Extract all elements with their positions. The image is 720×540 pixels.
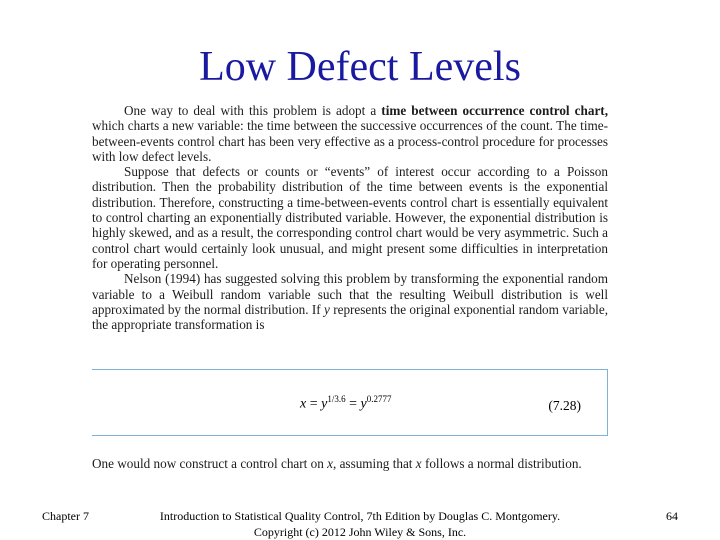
paragraph-2: Suppose that defects or counts or “events” of interest occur according to a Poisson distribution. Then the probability distribution of the time between events is the exponential distribution. Therefore, constructing a time-between-events control chart is essentially equivalent to control charting an exponentially distributed variable. However, the exponential distribution is highly skewed, and as a result, the corresponding control chart would be very asymmetric. Such a control chart would certainly look unusual, and might present some difficulties in interpretation for operating personnel. bbox=[92, 164, 608, 271]
equation-box bbox=[92, 369, 608, 436]
paragraph-1-end: which charts a new variable: the time between the successive occurrences of the count. The time-between-events control chart has been very effective as a process-control procedure for processes with low defect levels. bbox=[92, 118, 608, 164]
equation bbox=[300, 394, 391, 413]
equation-base-2: y bbox=[360, 396, 367, 412]
paragraph-1 bbox=[92, 103, 608, 164]
equation-lhs: x bbox=[300, 396, 307, 412]
paragraph-3-variable: y bbox=[324, 301, 330, 317]
conclusion-variable-2: x bbox=[415, 456, 422, 471]
footer-page-number: 64 bbox=[666, 509, 678, 523]
paragraph-3-end: represents the original exponential random variable, the appropriate transformation is bbox=[92, 301, 608, 333]
equation-exponent-1: 1/3.6 bbox=[327, 394, 346, 404]
conclusion-variable-1: x bbox=[327, 456, 333, 471]
footer-chapter: Chapter 7 bbox=[42, 509, 89, 523]
conclusion-start: One would now construct a control chart on bbox=[92, 456, 328, 471]
paragraph-1-emphasis: time between occurrence control chart, bbox=[381, 103, 608, 118]
conclusion-middle: , assuming that bbox=[332, 456, 416, 471]
equation-equals-1: = bbox=[309, 396, 318, 412]
paragraph-3-start: Nelson (1994) has suggested solving this problem by transforming the exponential random variable to a Weibull random variable such that the resulting Weibull distribution is well approximated by the normal distribution. If bbox=[92, 271, 608, 317]
paragraph-1-start: One way to deal with this problem is adopt a bbox=[124, 103, 382, 118]
equation-number: (7.28) bbox=[548, 398, 581, 413]
footer-citation-line-2: Copyright (c) 2012 John Wiley & Sons, Inc. bbox=[253, 525, 467, 539]
conclusion-end: follows a normal distribution. bbox=[421, 456, 582, 471]
equation-exponent-2: 0.2777 bbox=[366, 394, 392, 404]
paragraph-3 bbox=[92, 271, 608, 332]
slide-title: Low Defect Levels bbox=[199, 44, 521, 90]
conclusion-text bbox=[92, 456, 608, 471]
footer-citation-line-1: Introduction to Statistical Quality Control, 7th Edition by Douglas C. Montgomery. bbox=[159, 509, 561, 523]
equation-base-1: y bbox=[321, 396, 328, 412]
equation-equals-2: = bbox=[349, 396, 358, 412]
body-text bbox=[92, 103, 608, 332]
footer-citation bbox=[150, 508, 570, 540]
